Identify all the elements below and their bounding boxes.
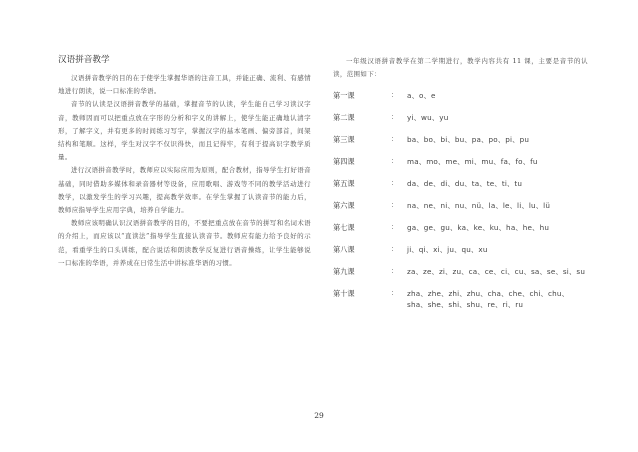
lesson-row (333, 244, 588, 255)
right-column (333, 55, 588, 310)
section-title: 汉语拼音教学 (58, 55, 110, 65)
lesson-row (333, 288, 588, 310)
lesson-colon: ： (391, 289, 398, 298)
lesson-label: 第一课 (333, 91, 355, 101)
left-column (58, 55, 311, 270)
lesson-row (333, 112, 588, 123)
lesson-syllables: na、ne、ni、nu、nü、la、le、li、lu、lü (407, 201, 551, 211)
lesson-colon: ： (391, 245, 398, 254)
lesson-row (333, 156, 588, 167)
lesson-colon: ： (391, 201, 398, 210)
lesson-colon: ： (391, 267, 398, 276)
paragraph-purpose: 汉语拼音教学的目的在于使学生掌握华语的注音工具，并能正确、流利、有感情地进行朗读，说一口标准的华语。 (58, 74, 311, 96)
page-number: 29 (314, 411, 324, 420)
lesson-colon: ： (391, 179, 398, 188)
lesson-colon: ： (391, 157, 398, 166)
lesson-row (333, 90, 588, 101)
lesson-row (333, 134, 588, 145)
lesson-syllables: ba、bo、bi、bu、pa、po、pi、pu (407, 135, 530, 145)
paragraph-teacher-guidance: 教师应该明确认识汉语拼音教学的目的，不要把重点放在音节的拼写和名词术语的介绍上，而应该以“直读法”指导学生直接认读音节。教师应有能力给予良好的示范，看重学生的口头训练，配合说话和朗读教学反复进行语音操练，让学生能够说一口标准的华语，并养成在日常生活中讲标准华语的习惯。 (58, 219, 311, 267)
lesson-label: 第七课 (333, 223, 355, 233)
lesson-label: 第六课 (333, 201, 355, 211)
lesson-syllables: a、o、e (407, 91, 436, 101)
lesson-label: 第十课 (333, 289, 355, 299)
lessons-intro: 一年级汉语拼音教学在第二学期进行，教学内容共有 11 课，主要是音节的认读，范围如下： (333, 57, 588, 79)
lesson-row (333, 178, 588, 189)
lesson-colon: ： (391, 135, 398, 144)
lesson-colon: ： (391, 223, 398, 232)
paragraph-syllable-reading: 音节的认读是汉语拼音教学的基础，掌握音节的认读，学生能自己学习读汉字音，教师因而可以把重点放在字形的分析和字义的讲解上，使学生能正确地认清字形，了解字义，并有更多的时间练习写字，掌握汉字的基本笔画、偏旁部首，间架结构和笔顺。这样，学生对汉字不仅识得快，而且记得牢，有利于提高识字教学质量。 (58, 100, 311, 162)
lesson-row (333, 266, 588, 277)
lesson-label: 第三课 (333, 135, 355, 145)
lesson-row (333, 222, 588, 233)
lesson-label: 第八课 (333, 245, 355, 255)
lesson-label: 第二课 (333, 113, 355, 123)
lesson-syllables: yi、wu、yu (407, 113, 449, 123)
lesson-syllables: ji、qi、xi、ju、qu、xu (407, 245, 488, 255)
lesson-syllables: ga、ge、gu、ka、ke、ku、ha、he、hu (407, 223, 550, 233)
lesson-list (333, 90, 588, 310)
lesson-syllables: da、de、di、du、ta、te、ti、tu (407, 179, 523, 189)
lesson-colon: ： (391, 91, 398, 100)
paragraph-teaching-method: 进行汉语拼音教学时，教师应以实际应用为原则，配合教材，指导学生打好语音基础，同时借助多媒体和录音器材等设备，应用歌唱、游戏等不同的教学活动进行教学，以激发学生的学习兴趣，提高教学效率。在学生掌握了认读音节的能力后，教师应指导学生应用字典，培养自学能力。 (58, 166, 311, 215)
lesson-label: 第五课 (333, 179, 355, 189)
lesson-row (333, 200, 588, 211)
lesson-label: 第四课 (333, 157, 355, 167)
lesson-syllables: ma、mo、me、mi、mu、fa、fo、fu (407, 157, 538, 167)
lesson-syllables: za、ze、zi、zu、ca、ce、ci、cu、sa、se、si、su (407, 267, 586, 277)
lesson-syllables: zha、zhe、zhi、zhu、cha、che、chi、chu、sha、she、shi、shu、re、ri、ru (407, 289, 569, 310)
lesson-label: 第九课 (333, 267, 355, 277)
lesson-colon: ： (391, 113, 398, 122)
